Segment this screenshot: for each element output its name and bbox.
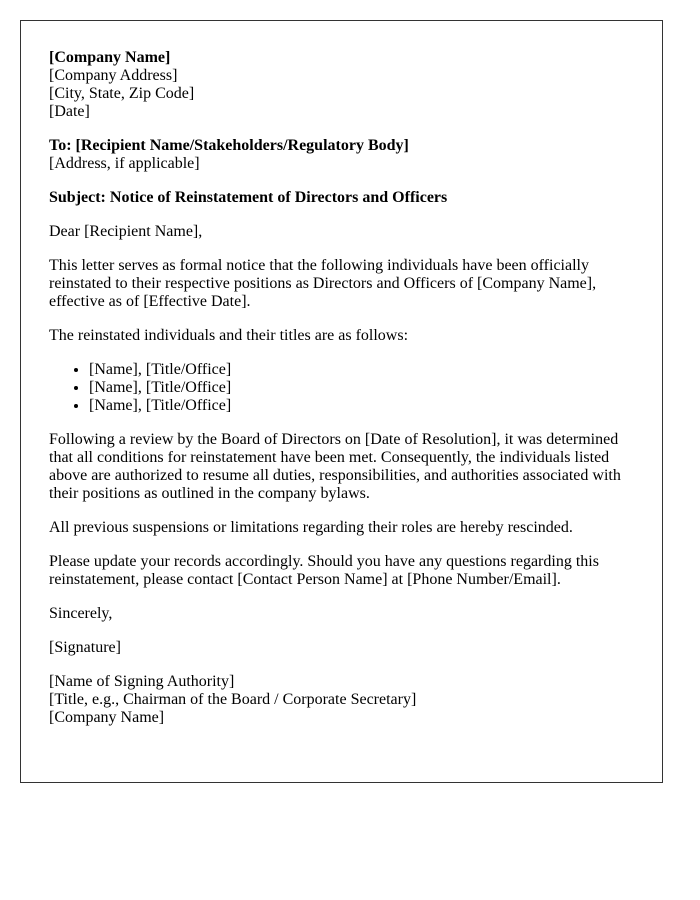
recipient-block [49,137,634,173]
list-item: • [Name], [Title/Office] [89,379,634,397]
review-paragraph: Following a review by the Board of Directors on [Date of Resolution], it was determined that all conditions for reinstatement have been met. Consequently, the individuals listed above are authorized to resume all duties, responsibilities, and authorities associated with their positions as outlined in the company bylaws. [49,431,621,502]
recipient-to: To: [Recipient Name/Stakeholders/Regulatory Body] [49,137,409,154]
signer-block [49,673,634,727]
sender-block [49,49,634,121]
recipient-address: [Address, if applicable] [49,155,200,172]
subject-line: Subject: Notice of Reinstatement of Directors and Officers [49,189,448,206]
contact-paragraph: Please update your records accordingly. Should you have any questions regarding this reinstatement, please contact [Contact Person Name] at [Phone Number/Email]. [49,553,599,588]
signer-name: [Name of Signing Authority] [49,673,235,690]
list-intro: The reinstated individuals and their titles are as follows: [49,327,409,344]
individuals-list [49,361,634,415]
signer-company: [Company Name] [49,709,165,726]
city-state-zip: [City, State, Zip Code] [49,85,195,102]
letter-date: [Date] [49,103,90,120]
sign-off: Sincerely, [49,605,113,622]
list-item: • [Name], [Title/Office] [89,397,634,415]
company-address: [Company Address] [49,67,178,84]
signature: [Signature] [49,639,121,656]
signer-title: [Title, e.g., Chairman of the Board / Corporate Secretary] [49,691,417,708]
salutation: Dear [Recipient Name], [49,223,203,240]
company-name: [Company Name] [49,49,171,66]
rescind-paragraph: All previous suspensions or limitations regarding their roles are hereby rescinded. [49,519,573,536]
letter [20,20,663,783]
list-item: • [Name], [Title/Office] [89,361,634,379]
intro-paragraph: This letter serves as formal notice that the following individuals have been officially reinstated to their respective positions as Directors and Officers of [Company Name], effective as of [Effective Date]. [49,257,597,310]
